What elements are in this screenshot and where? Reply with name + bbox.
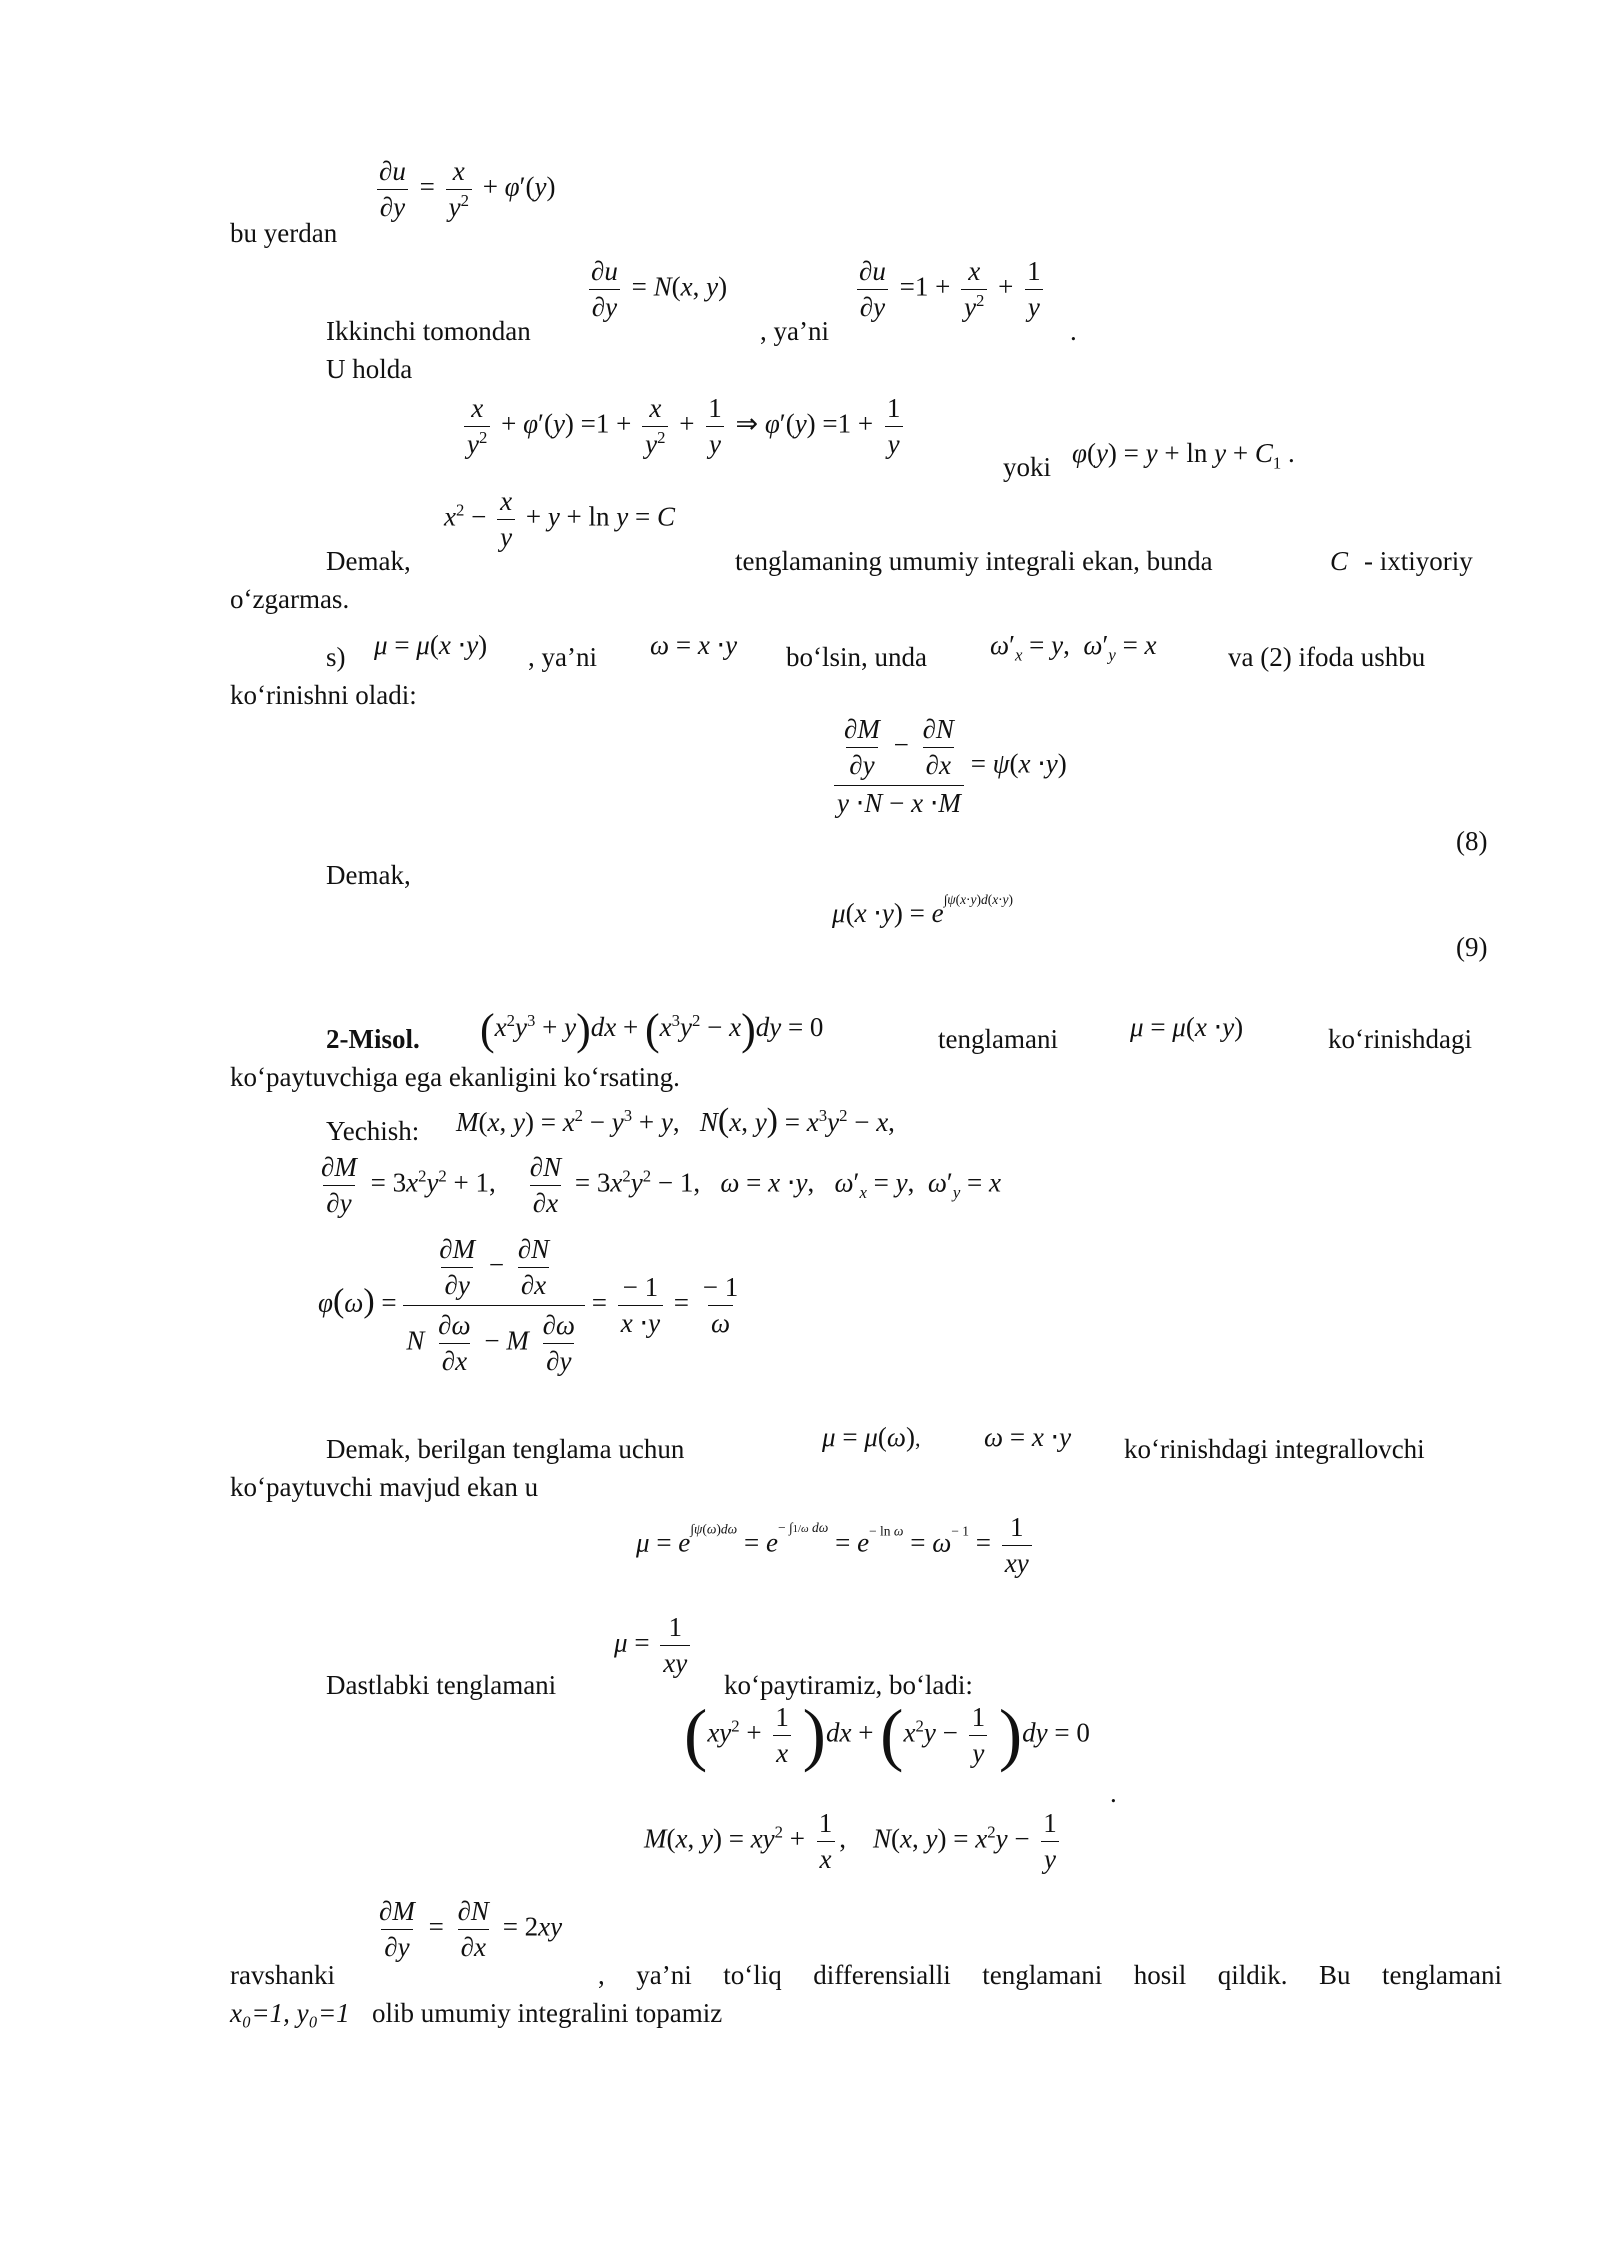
equation-mu-xy-2: μ = μ(x ⋅y) (1130, 1012, 1244, 1042)
text-korinishdagi: ko‘rinishdagi (1328, 1024, 1472, 1054)
equation-phi-omega: φ(ω) = $\frac{\partial M}{\partial y}$ − $\frac{\partial N}{\partial x}$ N $\frac{\partial\omega}{\partial x}$ − M $\frac{\partial\omega}{\partial y}$ = $\frac{- 1}{x \cdot y}$ = $\frac{- 1}{\omega}$ (318, 1234, 739, 1376)
text-yani2: , ya’ni (528, 642, 597, 672)
text-ikkinchi-tomondan: Ikkinchi tomondan (326, 316, 531, 346)
text-misol-title: 2-Misol. (326, 1024, 420, 1054)
text-dastlabki: Dastlabki tenglamani (326, 1670, 557, 1700)
equation-mu-omega: μ = μ(ω), (822, 1422, 921, 1452)
text-ozgarmas: o‘zgarmas. (230, 584, 350, 614)
text-dot2: . (1110, 1778, 1117, 1808)
text-c-var: C (1330, 546, 1349, 576)
equation-misol: $(x^2y^3 + y)dx + (x^3y^2 - x)dy = 0$ (480, 1005, 824, 1054)
equation-du-dy-expanded: $\frac{\partial u}{\partial y}$ =1 + $\frac{x}{y^2}$ + $\frac{1}{y}$ (852, 258, 1048, 321)
text-bu-yerdan: bu yerdan (230, 218, 338, 248)
text-tenglamani: tenglamani (938, 1024, 1058, 1054)
text-olib: olib umumiy integralini topamiz (372, 1998, 723, 2028)
equation-general-integral: $x^2$ − $\frac{x}{y}$ + y + ln y = C (444, 486, 676, 552)
equation-M-N: M(x, $y) = x^2 - y^3 + y$, N(x, $y) = x^3y^2 - x$, (456, 1102, 895, 1139)
text-ravshanki: ravshanki (230, 1960, 335, 1990)
text-yani: , ya’ni (760, 316, 829, 346)
text-demak3-a: Demak, berilgan tenglama uchun (326, 1434, 685, 1464)
text-dot: . (1070, 316, 1077, 346)
text-eq9-number: (9) (1456, 932, 1488, 962)
text-u-holda: U holda (326, 354, 413, 384)
equation-mu-xy: μ = μ(x ⋅y) (374, 630, 488, 660)
text-demak: Demak, (326, 546, 411, 576)
equation-omega-xy: ω = x ⋅y (650, 630, 738, 660)
text-yoki: yoki (1003, 452, 1052, 482)
equation-mu-1-xy: μ = $\frac{1}{xy}$ (614, 1614, 694, 1677)
text-kopaytuvchiga: ko‘paytuvchiga ega ekanligini ko‘rsating. (230, 1062, 680, 1092)
text-demak3-b: ko‘rinishdagi integrallovchi (1124, 1434, 1425, 1464)
equation-phi-derivation: $\frac{x}{y^2}$ + φ′(y) =1 + $\frac{x}{y^2}$ + $\frac{1}{y}$ ⇒ φ′(y) =1 + $\frac{1}{y}$ (460, 395, 907, 458)
equation-exact: ($xy^2$ + $\frac{1}{x}$ )$dx + (x^2y$ − $\frac{1}{y}$ )dy = 0 (684, 1696, 1090, 1774)
equation-dM-dN: $\frac{\partial M}{\partial y}$ = $\frac{\partial N}{\partial x}$ = 2xy (379, 1896, 563, 1962)
text-korinishni-oladi: ko‘rinishni oladi: (230, 680, 417, 710)
text-umumiy-integral: tenglamaning umumiy integrali ekan, bunda (735, 546, 1213, 576)
text-x0y0: x₀=1, y₀=1 (230, 1998, 350, 2028)
equation-8: $\frac{\partial M}{\partial y}$ − $\frac{\partial N}{\partial x}$ y ⋅N − x ⋅M = ψ(x ⋅y) (834, 716, 1067, 817)
text-demak2: Demak, (326, 860, 411, 890)
equation-partials: $\frac{\partial M}{\partial y}$ = $3x^2y^2 + 1$, $\frac{\partial N}{\partial x}$ = $3x^2y^2 - 1$, ω = x ⋅y, $\omega'_x = y$, $\omega'_y = x$ (321, 1152, 1001, 1218)
text-toliq: , ya’ni to‘liq differensialli tenglamani hosil qildik. Bu tenglamani (598, 1960, 1502, 1990)
equation-M-N-new: M(x, $y) = xy^2$ + $\frac{1}{x}$ , N(x, $y) = x^2y$ − $\frac{1}{y}$ (644, 1810, 1064, 1873)
text-s-label: s) (326, 642, 346, 672)
equation-omega-xy-2: ω = x ⋅y (984, 1422, 1072, 1452)
text-kopaytuvchi-mavjud: ko‘paytuvchi mavjud ekan u (230, 1472, 539, 1502)
equation-9: $\mu(x \cdot y) = e^{\int\psi(x\cdot y)d(x\cdot y)}$ (832, 892, 1014, 928)
text-eq8-number: (8) (1456, 826, 1488, 856)
text-yechish: Yechish: (326, 1116, 420, 1146)
equation-omega-derivatives: $\omega'_x = y$, $\omega'_y = x$ (990, 630, 1157, 665)
text-ixtiyoriy: - ixtiyoriy (1364, 546, 1473, 576)
equation-mu-computation: $\mu = e^{\int\psi(\omega)d\omega} = e^{- \int 1/\omega d\omega} = e^{- ln \omega} = \omega^{- 1}$ = $\frac{1}{xy}$ (636, 1514, 1036, 1577)
equation-du-dy-N: $\frac{\partial u}{\partial y}$ = N(x, y) (584, 258, 727, 321)
equation-phi-result: $\varphi(y) = y + \ln y + C_1$ . (1072, 438, 1295, 473)
text-kopaytiramiz: ko‘paytiramiz, bo‘ladi: (724, 1670, 973, 1700)
equation-du-dy: $\frac{\partial u}{\partial y}$ = $\frac{x}{y^2}$ + φ′(y) (372, 158, 556, 221)
text-va-2-ifoda: va (2) ifoda ushbu (1228, 642, 1426, 672)
text-bolsin-unda: bo‘lsin, unda (786, 642, 927, 672)
